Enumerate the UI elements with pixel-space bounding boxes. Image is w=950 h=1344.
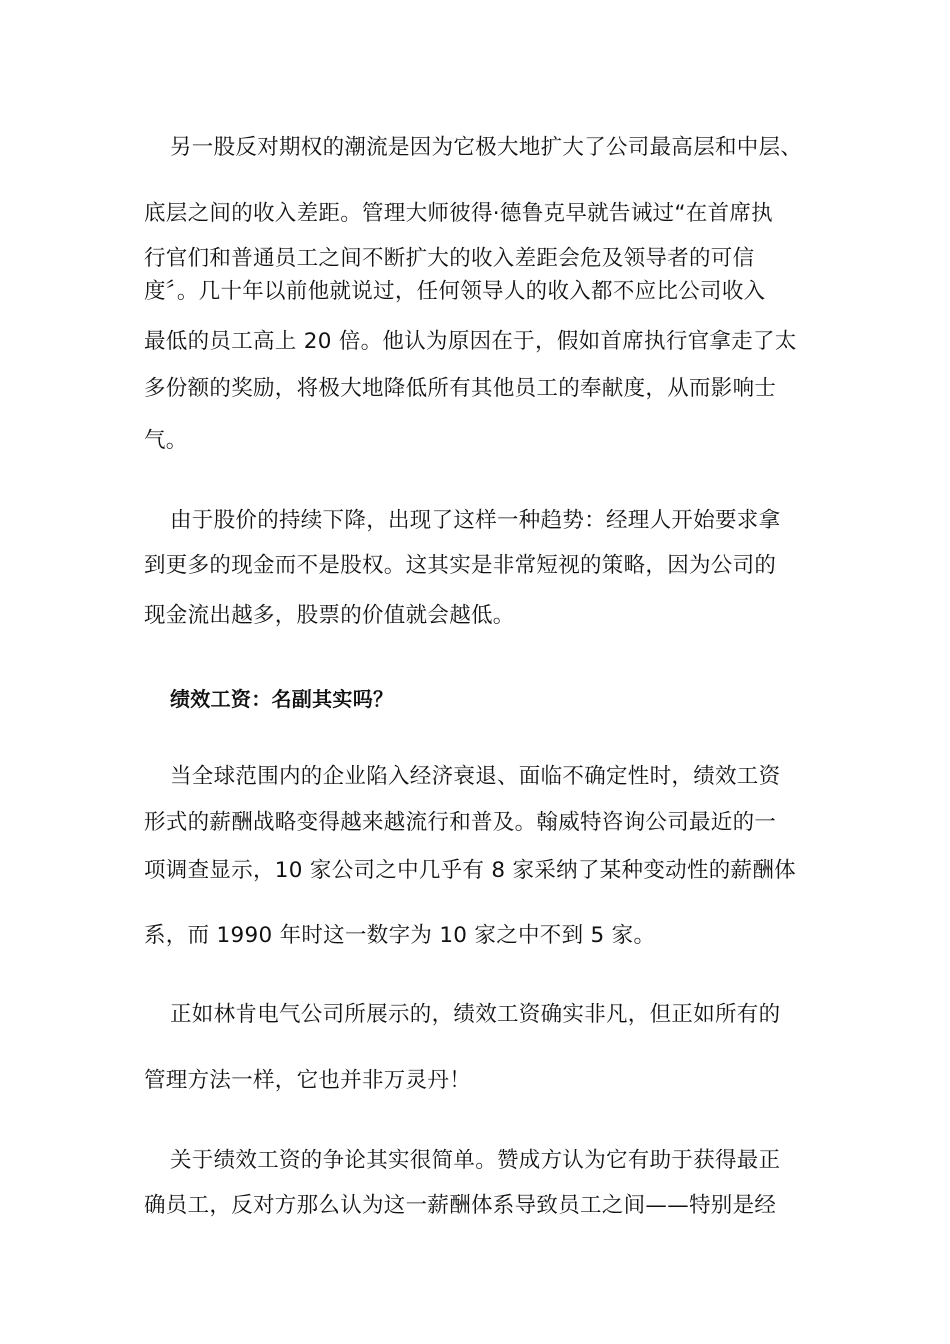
paragraph-3-line-3: 项调查显示，10 家公司之中几乎有 8 家采纳了某种变动性的薪酬体 bbox=[144, 858, 796, 883]
paragraph-5-line-2: 确员工，反对方那么认为这一薪酬体系导致员工之间——特别是经 bbox=[144, 1193, 777, 1218]
paragraph-2-line-3: 现金流出越多，股票的价值就会越低。 bbox=[144, 603, 515, 628]
paragraph-1-line-1: 另一股反对期权的潮流是因为它极大地扩大了公司最高层和中层、 bbox=[170, 135, 803, 160]
paragraph-2-line-2: 到更多的现金而不是股权。这其实是非常短视的策略，因为公司的 bbox=[144, 553, 777, 578]
section-heading: 绩效工资：名副其实吗？ bbox=[170, 687, 394, 711]
paragraph-3-line-2: 形式的薪酬战略变得越来越流行和普及。翰威特咨询公司最近的一 bbox=[144, 810, 777, 835]
paragraph-1-line-5: 最低的员工高上 20 倍。他认为原因在于，假如首席执行官拿走了太 bbox=[144, 329, 797, 354]
paragraph-4-line-2: 管理方法一样，它也并非万灵丹！ bbox=[144, 1068, 472, 1093]
paragraph-1-line-7: 气。 bbox=[144, 428, 188, 453]
paragraph-1-line-6: 多份额的奖励，将极大地降低所有其他员工的奉献度，从而影响士 bbox=[144, 376, 777, 401]
paragraph-1-line-2: 底层之间的收入差距。管理大师彼得·德鲁克早就告诫过“在首席执 bbox=[144, 201, 773, 226]
paragraph-4-line-1: 正如林肯电气公司所展示的，绩效工资确实非凡，但正如所有的 bbox=[170, 1002, 781, 1027]
paragraph-1-line-4: 度〞。几十年以前他就说过，任何领导人的收入都不应比公司收入 bbox=[144, 279, 766, 304]
paragraph-3-line-1: 当全球范围内的企业陷入经济衰退、面临不确定性时，绩效工资 bbox=[170, 764, 781, 789]
paragraph-2-line-1: 由于股价的持续下降，出现了这样一种趋势：经理人开始要求拿 bbox=[170, 508, 781, 533]
paragraph-1-line-3: 行官们和普通员工之间不断扩大的收入差距会危及领导者的可信 bbox=[144, 246, 755, 271]
paragraph-3-line-4: 系，而 1990 年时这一数字为 10 家之中不到 5 家。 bbox=[144, 923, 656, 948]
paragraph-5-line-1: 关于绩效工资的争论其实很简单。赞成方认为它有助于获得最正 bbox=[170, 1148, 781, 1173]
